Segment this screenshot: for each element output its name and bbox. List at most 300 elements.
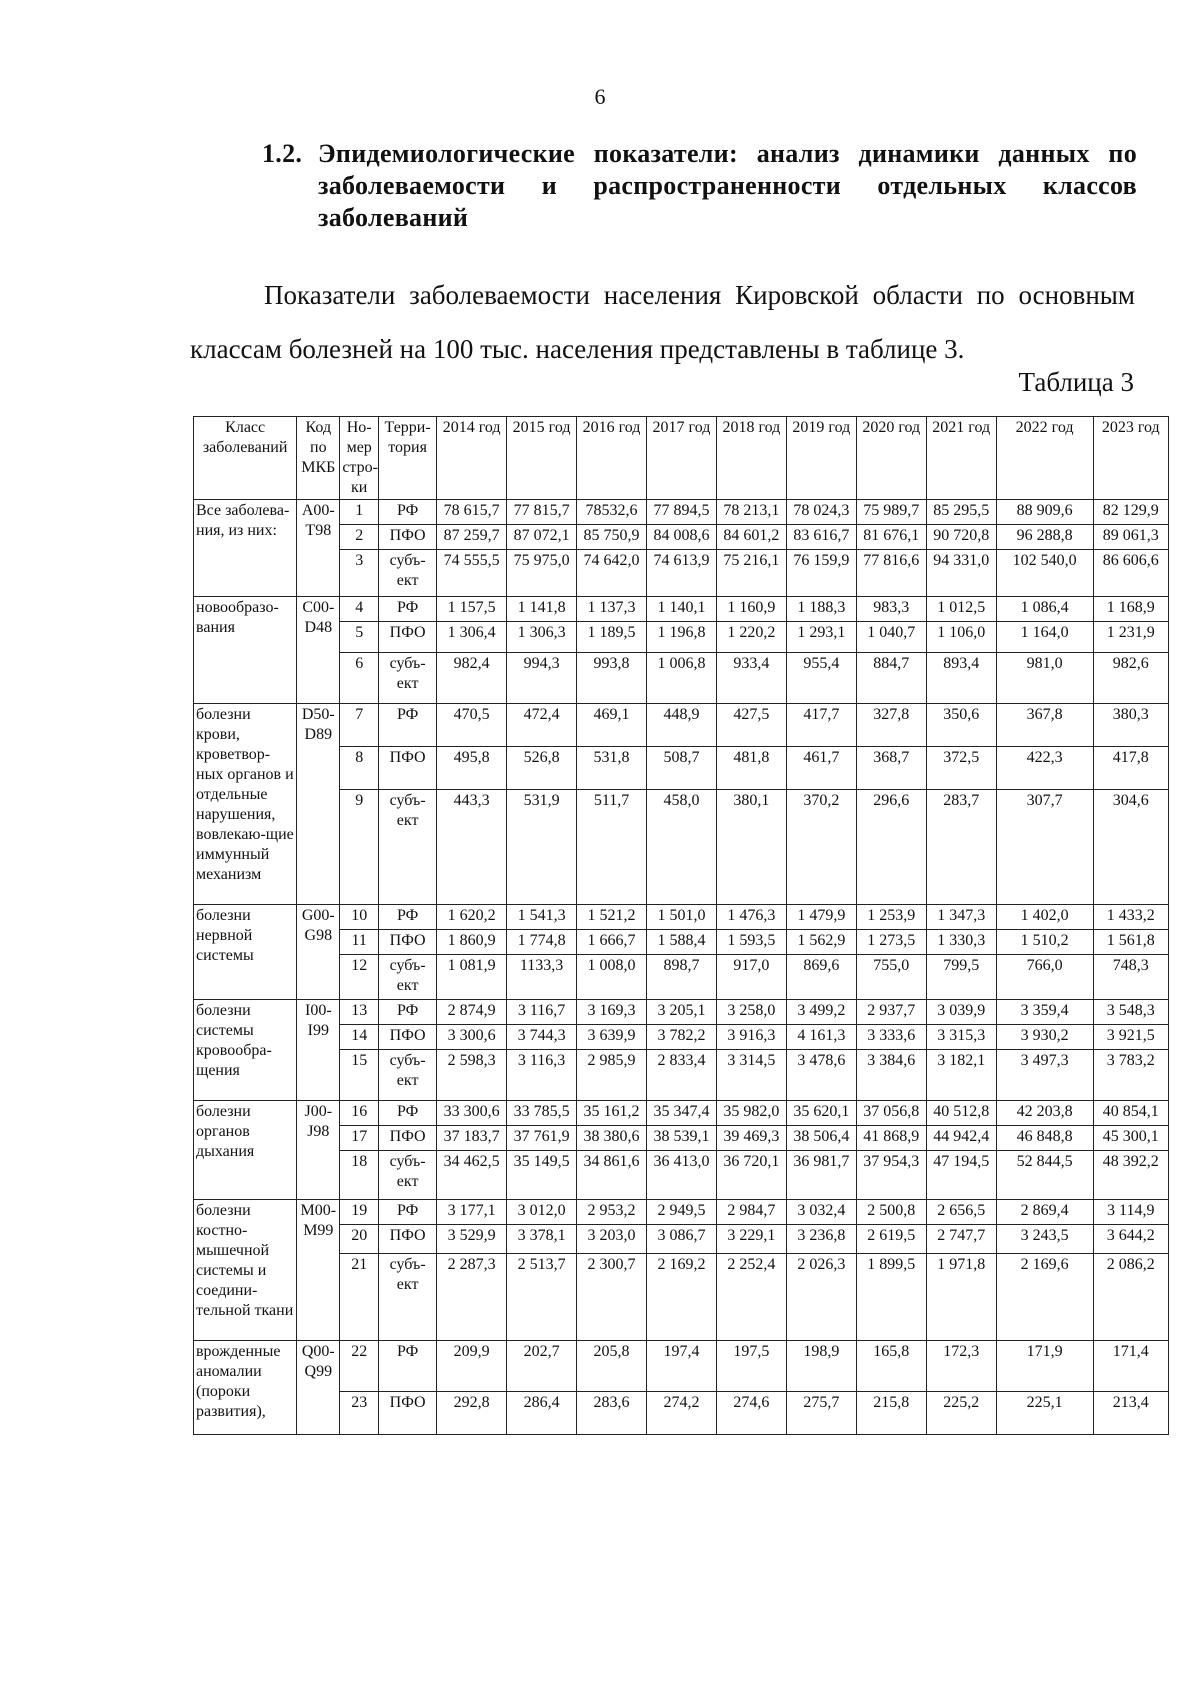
value-cell: 2 953,2: [577, 1200, 647, 1225]
value-cell: 1 086,4: [996, 597, 1093, 622]
row-number-cell: 3: [340, 550, 379, 597]
table-row: [194, 1225, 1169, 1254]
value-cell: 1 774,8: [507, 930, 577, 955]
value-cell: 799,5: [926, 955, 996, 1000]
value-cell: 75 975,0: [507, 550, 577, 597]
value-cell: 511,7: [577, 790, 647, 905]
value-cell: 1 273,5: [856, 930, 926, 955]
value-cell: 202,7: [507, 1341, 577, 1392]
territory-cell: ПФО: [379, 525, 437, 550]
value-cell: 3 205,1: [646, 1000, 716, 1025]
table-row: [194, 1050, 1169, 1101]
value-cell: 3 921,5: [1093, 1025, 1168, 1050]
value-cell: 981,0: [996, 653, 1093, 704]
value-cell: 3 384,6: [856, 1050, 926, 1101]
value-cell: 1 137,3: [577, 597, 647, 622]
value-cell: 81 676,1: [856, 525, 926, 550]
table-row: [194, 1200, 1169, 1225]
value-cell: 893,4: [926, 653, 996, 704]
value-cell: 443,3: [437, 790, 507, 905]
value-cell: 47 194,5: [926, 1151, 996, 1200]
value-cell: 88 909,6: [996, 500, 1093, 525]
value-cell: 1 081,9: [437, 955, 507, 1000]
value-cell: 171,9: [996, 1341, 1093, 1392]
value-cell: 44 942,4: [926, 1126, 996, 1151]
value-cell: 993,8: [577, 653, 647, 704]
value-cell: 296,6: [856, 790, 926, 905]
disease-class-cell: Все заболева-ния, из них:: [194, 500, 297, 597]
territory-cell: ПФО: [379, 1225, 437, 1254]
value-cell: 495,8: [437, 747, 507, 790]
table-row: [194, 1025, 1169, 1050]
morbidity-table: [193, 416, 1169, 1435]
row-number-cell: 5: [340, 622, 379, 653]
value-cell: 33 785,5: [507, 1101, 577, 1126]
value-cell: 37 183,7: [437, 1126, 507, 1151]
header-year: 2018 год: [716, 417, 786, 500]
value-cell: 3 783,2: [1093, 1050, 1168, 1101]
value-cell: 3 012,0: [507, 1200, 577, 1225]
territory-cell: ПФО: [379, 930, 437, 955]
value-cell: 3 032,4: [786, 1200, 856, 1225]
value-cell: 36 720,1: [716, 1151, 786, 1200]
value-cell: 1 140,1: [646, 597, 716, 622]
header-year: 2023 год: [1093, 417, 1168, 500]
value-cell: 89 061,3: [1093, 525, 1168, 550]
value-cell: 461,7: [786, 747, 856, 790]
value-cell: 372,5: [926, 747, 996, 790]
value-cell: 368,7: [856, 747, 926, 790]
value-cell: 472,4: [507, 704, 577, 747]
row-number-cell: 16: [340, 1101, 379, 1126]
value-cell: 3 116,7: [507, 1000, 577, 1025]
territory-cell: РФ: [379, 905, 437, 930]
value-cell: 33 300,6: [437, 1101, 507, 1126]
value-cell: 417,7: [786, 704, 856, 747]
value-cell: 2 169,2: [646, 1254, 716, 1341]
value-cell: 3 378,1: [507, 1225, 577, 1254]
value-cell: 102 540,0: [996, 550, 1093, 597]
value-cell: 3 782,2: [646, 1025, 716, 1050]
value-cell: 82 129,9: [1093, 500, 1168, 525]
row-number-cell: 23: [340, 1392, 379, 1435]
icd-code-cell: G00-G98: [297, 905, 340, 1000]
value-cell: 2 026,3: [786, 1254, 856, 1341]
value-cell: 40 512,8: [926, 1101, 996, 1126]
value-cell: 1 860,9: [437, 930, 507, 955]
value-cell: 2 300,7: [577, 1254, 647, 1341]
value-cell: 869,6: [786, 955, 856, 1000]
territory-cell: субъ-ект: [379, 1050, 437, 1101]
value-cell: 2 985,9: [577, 1050, 647, 1101]
value-cell: 1 588,4: [646, 930, 716, 955]
value-cell: 3 169,3: [577, 1000, 647, 1025]
value-cell: 1 157,5: [437, 597, 507, 622]
value-cell: 304,6: [1093, 790, 1168, 905]
disease-class-cell: болезни крови, кроветвор-ных органов и отдельные нарушения, вовлекаю-щие иммунный механизм: [194, 704, 297, 905]
value-cell: 39 469,3: [716, 1126, 786, 1151]
value-cell: 1 160,9: [716, 597, 786, 622]
territory-cell: ПФО: [379, 622, 437, 653]
value-cell: 3 930,2: [996, 1025, 1093, 1050]
value-cell: 1 541,3: [507, 905, 577, 930]
value-cell: 35 149,5: [507, 1151, 577, 1200]
value-cell: 3 314,5: [716, 1050, 786, 1101]
value-cell: 1 164,0: [996, 622, 1093, 653]
value-cell: 3 243,5: [996, 1225, 1093, 1254]
value-cell: 34 462,5: [437, 1151, 507, 1200]
value-cell: 531,9: [507, 790, 577, 905]
table-row: [194, 955, 1169, 1000]
value-cell: 77 894,5: [646, 500, 716, 525]
row-number-cell: 21: [340, 1254, 379, 1341]
disease-class-cell: болезни костно-мышечной системы и соедини-тельной ткани: [194, 1200, 297, 1341]
header-year: 2020 год: [856, 417, 926, 500]
value-cell: 1 433,2: [1093, 905, 1168, 930]
row-number-cell: 14: [340, 1025, 379, 1050]
value-cell: 84 008,6: [646, 525, 716, 550]
value-cell: 1 620,2: [437, 905, 507, 930]
icd-code-cell: I00-I99: [297, 1000, 340, 1101]
table-row: [194, 1254, 1169, 1341]
table-row: [194, 1392, 1169, 1435]
value-cell: 1 231,9: [1093, 622, 1168, 653]
header-class: Класс заболеваний: [194, 417, 297, 500]
value-cell: 78 213,1: [716, 500, 786, 525]
value-cell: 380,1: [716, 790, 786, 905]
value-cell: 3 229,1: [716, 1225, 786, 1254]
table-row: [194, 622, 1169, 653]
territory-cell: субъ-ект: [379, 550, 437, 597]
value-cell: 1 666,7: [577, 930, 647, 955]
value-cell: 350,6: [926, 704, 996, 747]
value-cell: 1 012,5: [926, 597, 996, 622]
value-cell: 215,8: [856, 1392, 926, 1435]
value-cell: 1 347,3: [926, 905, 996, 930]
value-cell: 225,1: [996, 1392, 1093, 1435]
value-cell: 75 989,7: [856, 500, 926, 525]
row-number-cell: 17: [340, 1126, 379, 1151]
row-number-cell: 1: [340, 500, 379, 525]
value-cell: 2 500,8: [856, 1200, 926, 1225]
value-cell: 367,8: [996, 704, 1093, 747]
value-cell: 3 258,0: [716, 1000, 786, 1025]
value-cell: 994,3: [507, 653, 577, 704]
page-number: 6: [594, 84, 606, 109]
value-cell: 197,5: [716, 1341, 786, 1392]
value-cell: 3 086,7: [646, 1225, 716, 1254]
icd-code-cell: М00-М99: [297, 1200, 340, 1341]
table-header-row: [194, 417, 1169, 500]
value-cell: 86 606,6: [1093, 550, 1168, 597]
value-cell: 3 478,6: [786, 1050, 856, 1101]
value-cell: 1 306,3: [507, 622, 577, 653]
value-cell: 38 539,1: [646, 1126, 716, 1151]
value-cell: 327,8: [856, 704, 926, 747]
row-number-cell: 9: [340, 790, 379, 905]
value-cell: 3 182,1: [926, 1050, 996, 1101]
value-cell: 3 359,4: [996, 1000, 1093, 1025]
value-cell: 1 006,8: [646, 653, 716, 704]
value-cell: 1 561,8: [1093, 930, 1168, 955]
value-cell: 481,8: [716, 747, 786, 790]
value-cell: 76 159,9: [786, 550, 856, 597]
disease-class-cell: врожденные аномалии (пороки развития),: [194, 1341, 297, 1435]
row-number-cell: 2: [340, 525, 379, 550]
value-cell: 1 501,0: [646, 905, 716, 930]
territory-cell: ПФО: [379, 1392, 437, 1435]
value-cell: 755,0: [856, 955, 926, 1000]
row-number-cell: 12: [340, 955, 379, 1000]
disease-class-cell: болезни нервной системы: [194, 905, 297, 1000]
value-cell: 77 815,7: [507, 500, 577, 525]
row-number-cell: 18: [340, 1151, 379, 1200]
value-cell: 422,3: [996, 747, 1093, 790]
value-cell: 427,5: [716, 704, 786, 747]
value-cell: 36 981,7: [786, 1151, 856, 1200]
value-cell: 205,8: [577, 1341, 647, 1392]
row-number-cell: 19: [340, 1200, 379, 1225]
value-cell: 83 616,7: [786, 525, 856, 550]
value-cell: 1 253,9: [856, 905, 926, 930]
value-cell: 37 056,8: [856, 1101, 926, 1126]
value-cell: 1 188,3: [786, 597, 856, 622]
section-heading: [262, 138, 1137, 234]
value-cell: 77 816,6: [856, 550, 926, 597]
table-row: [194, 653, 1169, 704]
value-cell: 1133,3: [507, 955, 577, 1000]
value-cell: 2 949,5: [646, 1200, 716, 1225]
value-cell: 1 593,5: [716, 930, 786, 955]
table-row: [194, 597, 1169, 622]
value-cell: 87 072,1: [507, 525, 577, 550]
row-number-cell: 15: [340, 1050, 379, 1101]
value-cell: 48 392,2: [1093, 1151, 1168, 1200]
value-cell: 1 330,3: [926, 930, 996, 955]
icd-code-cell: Q00-Q99: [297, 1341, 340, 1435]
value-cell: 508,7: [646, 747, 716, 790]
table-row: [194, 905, 1169, 930]
value-cell: 213,4: [1093, 1392, 1168, 1435]
icd-code-cell: С00-D48: [297, 597, 340, 704]
value-cell: 84 601,2: [716, 525, 786, 550]
value-cell: 34 861,6: [577, 1151, 647, 1200]
value-cell: 292,8: [437, 1392, 507, 1435]
territory-cell: субъ-ект: [379, 1254, 437, 1341]
value-cell: 3 744,3: [507, 1025, 577, 1050]
row-number-cell: 6: [340, 653, 379, 704]
value-cell: 3 114,9: [1093, 1200, 1168, 1225]
value-cell: 275,7: [786, 1392, 856, 1435]
table-row: [194, 1126, 1169, 1151]
value-cell: 417,8: [1093, 747, 1168, 790]
value-cell: 46 848,8: [996, 1126, 1093, 1151]
section-number: 1.2.: [262, 139, 303, 168]
value-cell: 470,5: [437, 704, 507, 747]
table-row: [194, 930, 1169, 955]
territory-cell: ПФО: [379, 1025, 437, 1050]
table-caption: Таблица 3: [1018, 367, 1134, 397]
territory-cell: субъ-ект: [379, 790, 437, 905]
header-year: 2015 год: [507, 417, 577, 500]
row-number-cell: 11: [340, 930, 379, 955]
territory-cell: ПФО: [379, 1126, 437, 1151]
territory-cell: ПФО: [379, 747, 437, 790]
value-cell: 3 548,3: [1093, 1000, 1168, 1025]
header-year: 2022 год: [996, 417, 1093, 500]
value-cell: 380,3: [1093, 704, 1168, 747]
value-cell: 87 259,7: [437, 525, 507, 550]
value-cell: 917,0: [716, 955, 786, 1000]
value-cell: 78 615,7: [437, 500, 507, 525]
value-cell: 165,8: [856, 1341, 926, 1392]
row-number-cell: 22: [340, 1341, 379, 1392]
value-cell: 3 333,6: [856, 1025, 926, 1050]
value-cell: 286,4: [507, 1392, 577, 1435]
value-cell: 2 656,5: [926, 1200, 996, 1225]
value-cell: 2 937,7: [856, 1000, 926, 1025]
value-cell: 982,4: [437, 653, 507, 704]
value-cell: 526,8: [507, 747, 577, 790]
territory-cell: РФ: [379, 500, 437, 525]
value-cell: 274,2: [646, 1392, 716, 1435]
value-cell: 2 747,7: [926, 1225, 996, 1254]
value-cell: 1 899,5: [856, 1254, 926, 1341]
territory-cell: РФ: [379, 597, 437, 622]
value-cell: 1 971,8: [926, 1254, 996, 1341]
table-row: [194, 500, 1169, 525]
value-cell: 469,1: [577, 704, 647, 747]
value-cell: 1 402,0: [996, 905, 1093, 930]
value-cell: 955,4: [786, 653, 856, 704]
header-year: 2014 год: [437, 417, 507, 500]
value-cell: 37 761,9: [507, 1126, 577, 1151]
value-cell: 1 168,9: [1093, 597, 1168, 622]
value-cell: 2 984,7: [716, 1200, 786, 1225]
row-number-cell: 10: [340, 905, 379, 930]
value-cell: 2 869,4: [996, 1200, 1093, 1225]
value-cell: 35 620,1: [786, 1101, 856, 1126]
value-cell: 748,3: [1093, 955, 1168, 1000]
value-cell: 2 874,9: [437, 1000, 507, 1025]
value-cell: 40 854,1: [1093, 1101, 1168, 1126]
territory-cell: субъ-ект: [379, 653, 437, 704]
value-cell: 42 203,8: [996, 1101, 1093, 1126]
value-cell: 41 868,9: [856, 1126, 926, 1151]
value-cell: 1 306,4: [437, 622, 507, 653]
value-cell: 3 039,9: [926, 1000, 996, 1025]
territory-cell: РФ: [379, 1000, 437, 1025]
value-cell: 933,4: [716, 653, 786, 704]
header-year: 2019 год: [786, 417, 856, 500]
value-cell: 3 639,9: [577, 1025, 647, 1050]
value-cell: 3 203,0: [577, 1225, 647, 1254]
value-cell: 1 040,7: [856, 622, 926, 653]
table-row: [194, 1000, 1169, 1025]
intro-paragraph: Показатели заболеваемости населения Кировской области по основным классам болезней на 100 тыс. населения представлены в таблице 3.: [190, 280, 1135, 364]
value-cell: 197,4: [646, 1341, 716, 1392]
value-cell: 225,2: [926, 1392, 996, 1435]
value-cell: 283,6: [577, 1392, 647, 1435]
value-cell: 3 236,8: [786, 1225, 856, 1254]
value-cell: 78 024,3: [786, 500, 856, 525]
value-cell: 38 506,4: [786, 1126, 856, 1151]
value-cell: 1 521,2: [577, 905, 647, 930]
icd-code-cell: А00-Т98: [297, 500, 340, 597]
value-cell: 38 380,6: [577, 1126, 647, 1151]
table-row: [194, 747, 1169, 790]
table-row: [194, 1101, 1169, 1126]
value-cell: 1 479,9: [786, 905, 856, 930]
value-cell: 171,4: [1093, 1341, 1168, 1392]
value-cell: 198,9: [786, 1341, 856, 1392]
value-cell: 85 750,9: [577, 525, 647, 550]
header-year: 2021 год: [926, 417, 996, 500]
value-cell: 4 161,3: [786, 1025, 856, 1050]
territory-cell: РФ: [379, 704, 437, 747]
row-number-cell: 7: [340, 704, 379, 747]
table-body: [194, 500, 1169, 1435]
value-cell: 307,7: [996, 790, 1093, 905]
disease-class-cell: новообразо-вания: [194, 597, 297, 704]
value-cell: 37 954,3: [856, 1151, 926, 1200]
value-cell: 983,3: [856, 597, 926, 622]
value-cell: 3 177,1: [437, 1200, 507, 1225]
table-row: [194, 1151, 1169, 1200]
territory-cell: РФ: [379, 1101, 437, 1126]
value-cell: 2 252,4: [716, 1254, 786, 1341]
territory-cell: РФ: [379, 1200, 437, 1225]
disease-class-cell: болезни органов дыхания: [194, 1101, 297, 1200]
value-cell: 1 189,5: [577, 622, 647, 653]
value-cell: 3 529,9: [437, 1225, 507, 1254]
value-cell: 274,6: [716, 1392, 786, 1435]
value-cell: 2 833,4: [646, 1050, 716, 1101]
value-cell: 766,0: [996, 955, 1093, 1000]
value-cell: 1 196,8: [646, 622, 716, 653]
value-cell: 35 347,4: [646, 1101, 716, 1126]
value-cell: 78532,6: [577, 500, 647, 525]
table-row: [194, 790, 1169, 905]
icd-code-cell: J00-J98: [297, 1101, 340, 1200]
value-cell: 283,7: [926, 790, 996, 905]
value-cell: 36 413,0: [646, 1151, 716, 1200]
value-cell: 75 216,1: [716, 550, 786, 597]
disease-class-cell: болезни системы кровообра-щения: [194, 1000, 297, 1101]
value-cell: 74 613,9: [646, 550, 716, 597]
value-cell: 52 844,5: [996, 1151, 1093, 1200]
value-cell: 1 476,3: [716, 905, 786, 930]
value-cell: 448,9: [646, 704, 716, 747]
territory-cell: субъ-ект: [379, 955, 437, 1000]
value-cell: 2 086,2: [1093, 1254, 1168, 1341]
table-row: [194, 704, 1169, 747]
value-cell: 884,7: [856, 653, 926, 704]
value-cell: 531,8: [577, 747, 647, 790]
header-code: Код по МКБ: [297, 417, 340, 500]
value-cell: 94 331,0: [926, 550, 996, 597]
value-cell: 1 220,2: [716, 622, 786, 653]
value-cell: 3 300,6: [437, 1025, 507, 1050]
value-cell: 209,9: [437, 1341, 507, 1392]
icd-code-cell: D50-D89: [297, 704, 340, 905]
territory-cell: субъ-ект: [379, 1151, 437, 1200]
value-cell: 90 720,8: [926, 525, 996, 550]
value-cell: 74 555,5: [437, 550, 507, 597]
value-cell: 3 116,3: [507, 1050, 577, 1101]
value-cell: 1 293,1: [786, 622, 856, 653]
value-cell: 370,2: [786, 790, 856, 905]
